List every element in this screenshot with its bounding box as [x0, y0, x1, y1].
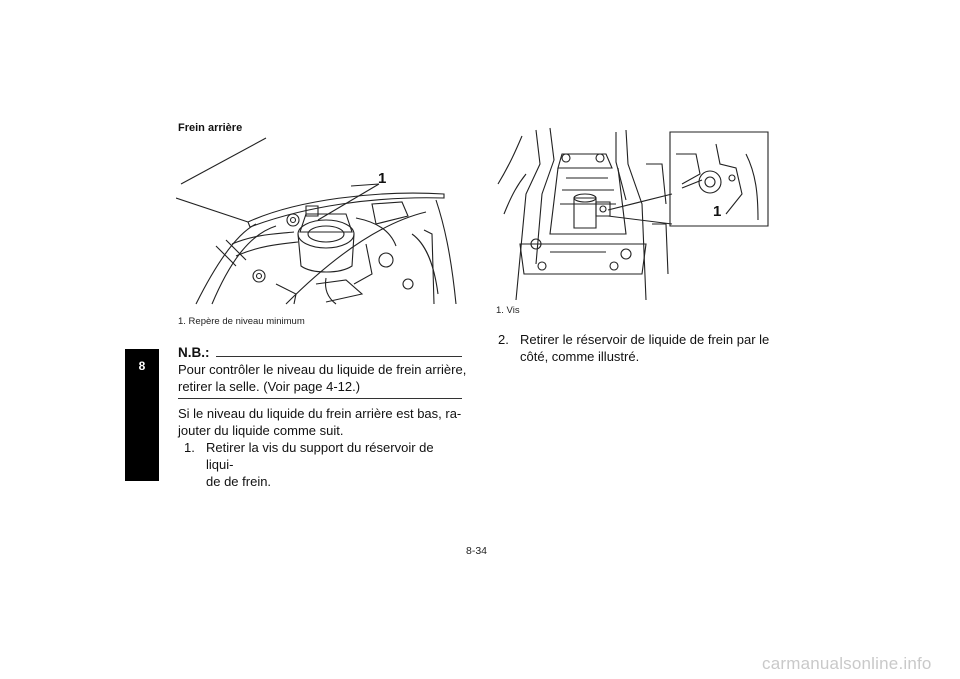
- step-text-line: de de frein.: [206, 474, 272, 489]
- note-title-rule: [216, 356, 462, 357]
- rear-brake-reservoir-illustration: [176, 134, 466, 306]
- step-2: [498, 331, 788, 365]
- figure-caption: 1. Vis: [496, 305, 520, 316]
- note-text-line: retirer la selle. (Voir page 4-12.): [178, 379, 361, 394]
- chapter-tab: [125, 349, 159, 481]
- figure-callout-1-inset: 1: [713, 203, 722, 220]
- body-line: Si le niveau du liquide du frein arrière est bas, ra-: [178, 406, 462, 421]
- page-number: 8-34: [466, 545, 488, 557]
- step-text-line: côté, comme illustré.: [520, 349, 640, 364]
- figure-heading: Frein arrière: [178, 122, 243, 134]
- note-text: [178, 361, 468, 395]
- body-paragraph: [178, 405, 468, 439]
- step-1: [184, 439, 464, 489]
- step-text-line: Retirer le réservoir de liquide de frein par le: [520, 332, 770, 347]
- reservoir-screw-illustration: [496, 124, 776, 300]
- body-line: jouter du liquide comme suit.: [178, 423, 344, 438]
- step-text: [520, 331, 788, 365]
- figure-caption: 1. Repère de niveau minimum: [178, 316, 305, 327]
- figure-callout-1: 1: [378, 170, 387, 187]
- step-number: 2.: [498, 332, 509, 347]
- note-title: N.B.:: [178, 345, 210, 360]
- note-text-line: Pour contrôler le niveau du liquide de frein arrière,: [178, 362, 467, 377]
- chapter-tab-number: 8: [138, 359, 146, 373]
- step-text-line: Retirer la vis du support du réservoir de liqui-: [206, 440, 434, 472]
- watermark: carmanualsonline.info: [762, 654, 932, 673]
- note-bottom-rule: [178, 398, 462, 399]
- step-text: [206, 439, 464, 490]
- step-number: 1.: [184, 440, 195, 455]
